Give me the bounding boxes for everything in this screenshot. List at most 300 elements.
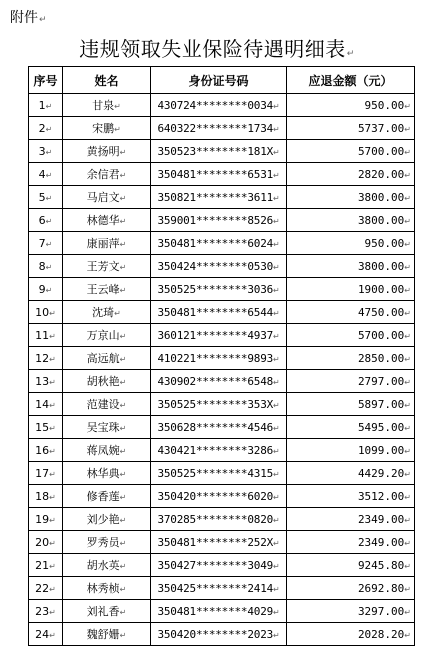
paragraph-mark: ↵	[119, 240, 127, 249]
cell-refund-amount-text: 2028.20	[357, 627, 405, 641]
cell-id-number	[151, 301, 287, 324]
cell-serial-text: 10	[35, 305, 50, 319]
paragraph-mark: ↵	[114, 125, 121, 134]
header-id-number: 身份证号码	[151, 67, 287, 94]
cell-id-number	[151, 140, 287, 163]
cell-serial	[29, 416, 63, 439]
paragraph-mark: ↵	[119, 263, 127, 272]
cell-id-number	[151, 393, 287, 416]
cell-serial	[29, 209, 63, 232]
cell-refund-amount	[287, 186, 415, 209]
paragraph-mark: ↵	[119, 171, 127, 180]
paragraph-mark: ↵	[404, 400, 411, 410]
cell-refund-amount	[287, 163, 415, 186]
cell-name	[63, 393, 151, 416]
paragraph-mark: ↵	[404, 469, 411, 479]
paragraph-mark: ↵	[273, 630, 280, 640]
paragraph-mark: ↵	[119, 424, 127, 433]
cell-serial-text: 17	[35, 466, 50, 480]
table-row	[29, 140, 415, 163]
cell-id-number	[151, 278, 287, 301]
paragraph-mark: ↵	[273, 147, 280, 157]
paragraph-mark: ↵	[404, 446, 411, 456]
cell-name	[63, 623, 151, 646]
cell-serial	[29, 232, 63, 255]
paragraph-mark: ↵	[119, 378, 127, 387]
cell-name-text: 魏舒姗	[86, 628, 120, 641]
cell-name-text: 沈琦	[92, 306, 115, 319]
cell-serial-text: 20	[35, 535, 50, 549]
cell-id-number-text: 350425********2414	[157, 581, 274, 595]
cell-id-number-text: 430421********3286	[157, 443, 274, 457]
cell-name	[63, 370, 151, 393]
cell-serial-text: 11	[35, 328, 50, 342]
cell-id-number-text: 350481********6531	[157, 167, 274, 181]
cell-id-number-text: 350821********3611	[157, 190, 274, 204]
cell-id-number-text: 350628********4546	[157, 420, 274, 434]
paragraph-mark: ↵	[273, 446, 280, 456]
cell-name-text: 高远航	[86, 352, 120, 365]
table-row	[29, 439, 415, 462]
cell-refund-amount	[287, 554, 415, 577]
paragraph-mark: ↵	[273, 400, 280, 410]
cell-id-number-text: 430724********0034	[157, 98, 274, 112]
paragraph-mark: ↵	[346, 49, 355, 59]
table-row	[29, 94, 415, 117]
header-refund-amount: 应退金额（元）	[287, 67, 415, 94]
paragraph-mark: ↵	[273, 377, 280, 387]
cell-refund-amount	[287, 531, 415, 554]
paragraph-mark: ↵	[119, 286, 127, 295]
cell-serial	[29, 347, 63, 370]
cell-name	[63, 531, 151, 554]
cell-serial-text: 5	[38, 190, 46, 204]
cell-serial-text: 1	[38, 98, 46, 112]
cell-refund-amount-text: 5700.00	[357, 144, 405, 158]
cell-id-number	[151, 209, 287, 232]
cell-id-number-text: 350481********4029	[157, 604, 274, 618]
table-row	[29, 508, 415, 531]
cell-refund-amount-text: 3297.00	[357, 604, 405, 618]
cell-name-text: 刘少艳	[86, 513, 120, 526]
cell-id-number	[151, 324, 287, 347]
cell-refund-amount-text: 3800.00	[357, 259, 405, 273]
table-row	[29, 416, 415, 439]
cell-name-text: 王云峰	[86, 283, 120, 296]
cell-serial	[29, 301, 63, 324]
cell-id-number	[151, 255, 287, 278]
cell-id-number-text: 360121********4937	[157, 328, 274, 342]
paragraph-mark: ↵	[404, 331, 411, 341]
cell-name-text: 范建设	[86, 398, 120, 411]
table-row	[29, 232, 415, 255]
cell-name-text: 康丽萍	[86, 237, 120, 250]
paragraph-mark: ↵	[404, 354, 411, 364]
table-row	[29, 462, 415, 485]
table-row	[29, 209, 415, 232]
paragraph-mark: ↵	[404, 124, 411, 134]
cell-id-number-text: 640322********1734	[157, 121, 274, 135]
paragraph-mark: ↵	[49, 607, 56, 617]
cell-id-number	[151, 347, 287, 370]
cell-serial-text: 9	[38, 282, 46, 296]
cell-id-number	[151, 554, 287, 577]
paragraph-mark: ↵	[404, 239, 411, 249]
cell-refund-amount-text: 9245.80	[357, 558, 405, 572]
cell-refund-amount	[287, 462, 415, 485]
table-row	[29, 347, 415, 370]
cell-id-number	[151, 94, 287, 117]
paragraph-mark: ↵	[273, 170, 280, 180]
paragraph-mark: ↵	[119, 608, 127, 617]
cell-refund-amount-text: 950.00	[364, 236, 405, 250]
paragraph-mark: ↵	[49, 331, 56, 341]
paragraph-mark: ↵	[273, 331, 280, 341]
paragraph-mark: ↵	[49, 538, 56, 548]
paragraph-mark: ↵	[273, 101, 280, 111]
cell-name-text: 余信君	[86, 168, 120, 181]
table-row	[29, 117, 415, 140]
cell-serial-text: 12	[35, 351, 50, 365]
table-row	[29, 324, 415, 347]
cell-refund-amount	[287, 370, 415, 393]
cell-name	[63, 186, 151, 209]
paragraph-mark: ↵	[273, 423, 280, 433]
paragraph-mark: ↵	[114, 309, 121, 318]
cell-name	[63, 94, 151, 117]
cell-refund-amount	[287, 600, 415, 623]
cell-serial-text: 23	[35, 604, 50, 618]
cell-name-text: 蒋凤婉	[86, 444, 120, 457]
header-name: 姓名	[63, 67, 151, 94]
cell-id-number	[151, 462, 287, 485]
cell-name-text: 甘泉	[92, 99, 115, 112]
cell-id-number-text: 350481********6544	[157, 305, 274, 319]
cell-serial-text: 3	[38, 144, 46, 158]
cell-refund-amount	[287, 485, 415, 508]
table-body	[29, 94, 415, 646]
paragraph-mark: ↵	[404, 285, 411, 295]
cell-serial	[29, 439, 63, 462]
cell-refund-amount	[287, 416, 415, 439]
paragraph-mark: ↵	[49, 515, 56, 525]
cell-id-number-text: 350481********6024	[157, 236, 274, 250]
cell-refund-amount-text: 5737.00	[357, 121, 405, 135]
cell-refund-amount	[287, 94, 415, 117]
paragraph-mark: ↵	[404, 630, 411, 640]
cell-serial-text: 14	[35, 397, 50, 411]
cell-refund-amount	[287, 140, 415, 163]
paragraph-mark: ↵	[119, 562, 127, 571]
document-title: 违规领取失业保险待遇明细表↵	[79, 37, 355, 61]
cell-name	[63, 554, 151, 577]
cell-name-text: 王芳文	[86, 260, 120, 273]
table-row	[29, 623, 415, 646]
paragraph-mark: ↵	[49, 492, 56, 502]
paragraph-mark: ↵	[49, 308, 56, 318]
paragraph-mark: ↵	[404, 607, 411, 617]
paragraph-mark: ↵	[404, 170, 411, 180]
paragraph-mark: ↵	[404, 216, 411, 226]
cell-id-number	[151, 117, 287, 140]
refund-table	[28, 66, 415, 646]
cell-id-number-text: 430902********6548	[157, 374, 274, 388]
cell-id-number	[151, 416, 287, 439]
table-row	[29, 554, 415, 577]
cell-refund-amount	[287, 347, 415, 370]
paragraph-mark: ↵	[119, 516, 127, 525]
cell-name-text: 林德华	[86, 214, 120, 227]
cell-id-number-text: 410221********9893	[157, 351, 274, 365]
cell-serial	[29, 393, 63, 416]
cell-id-number	[151, 163, 287, 186]
paragraph-mark: ↵	[273, 262, 280, 272]
cell-serial	[29, 94, 63, 117]
cell-serial	[29, 370, 63, 393]
cell-name-text: 吴宝珠	[86, 421, 120, 434]
paragraph-mark: ↵	[45, 262, 53, 272]
cell-id-number-text: 350481********252X	[157, 535, 274, 549]
paragraph-mark: ↵	[404, 492, 411, 502]
cell-name-text: 修香莲	[86, 490, 120, 503]
cell-id-number-text: 350420********6020	[157, 489, 274, 503]
cell-name	[63, 163, 151, 186]
paragraph-mark: ↵	[49, 400, 56, 410]
cell-id-number-text: 370285********0820	[157, 512, 274, 526]
cell-id-number-text: 350420********2023	[157, 627, 274, 641]
cell-refund-amount-text: 3800.00	[357, 213, 405, 227]
paragraph-mark: ↵	[119, 493, 127, 502]
cell-serial-text: 15	[35, 420, 50, 434]
cell-name	[63, 278, 151, 301]
paragraph-mark: ↵	[49, 354, 56, 364]
cell-serial	[29, 140, 63, 163]
cell-refund-amount-text: 3512.00	[357, 489, 405, 503]
cell-name	[63, 508, 151, 531]
paragraph-mark: ↵	[119, 332, 127, 341]
cell-refund-amount	[287, 324, 415, 347]
cell-serial-text: 2	[38, 121, 46, 135]
cell-refund-amount-text: 2349.00	[357, 512, 405, 526]
paragraph-mark: ↵	[119, 447, 127, 456]
paragraph-mark: ↵	[39, 15, 47, 25]
paragraph-mark: ↵	[119, 355, 127, 364]
table-row	[29, 370, 415, 393]
paragraph-mark: ↵	[404, 308, 411, 318]
cell-serial	[29, 485, 63, 508]
table-row	[29, 278, 415, 301]
paragraph-mark: ↵	[119, 585, 127, 594]
cell-id-number-text: 350424********0530	[157, 259, 274, 273]
cell-name	[63, 600, 151, 623]
paragraph-mark: ↵	[114, 102, 121, 111]
cell-name-text: 宋鹏	[92, 122, 115, 135]
paragraph-mark: ↵	[273, 492, 280, 502]
paragraph-mark: ↵	[119, 194, 127, 203]
paragraph-mark: ↵	[45, 193, 53, 203]
paragraph-mark: ↵	[404, 584, 411, 594]
cell-serial	[29, 600, 63, 623]
cell-name-text: 黄扬明	[86, 145, 120, 158]
paragraph-mark: ↵	[119, 217, 127, 226]
cell-id-number	[151, 232, 287, 255]
cell-refund-amount	[287, 278, 415, 301]
cell-name-text: 罗秀员	[86, 536, 120, 549]
cell-serial-text: 16	[35, 443, 50, 457]
cell-id-number	[151, 577, 287, 600]
paragraph-mark: ↵	[273, 607, 280, 617]
cell-id-number	[151, 439, 287, 462]
cell-name	[63, 209, 151, 232]
cell-name	[63, 232, 151, 255]
paragraph-mark: ↵	[404, 538, 411, 548]
paragraph-mark: ↵	[45, 285, 53, 295]
cell-name-text: 刘礼香	[86, 605, 120, 618]
paragraph-mark: ↵	[273, 193, 280, 203]
paragraph-mark: ↵	[119, 539, 127, 548]
cell-name	[63, 485, 151, 508]
cell-serial	[29, 508, 63, 531]
cell-id-number	[151, 186, 287, 209]
cell-serial	[29, 117, 63, 140]
cell-name	[63, 462, 151, 485]
cell-refund-amount-text: 1099.00	[357, 443, 405, 457]
cell-serial-text: 4	[38, 167, 46, 181]
paragraph-mark: ↵	[49, 446, 56, 456]
cell-name	[63, 324, 151, 347]
cell-id-number	[151, 600, 287, 623]
cell-refund-amount-text: 2349.00	[357, 535, 405, 549]
paragraph-mark: ↵	[273, 354, 280, 364]
paragraph-mark: ↵	[49, 584, 56, 594]
paragraph-mark: ↵	[49, 423, 56, 433]
table-row	[29, 186, 415, 209]
paragraph-mark: ↵	[119, 401, 127, 410]
paragraph-mark: ↵	[404, 377, 411, 387]
cell-serial-text: 18	[35, 489, 50, 503]
cell-name	[63, 140, 151, 163]
paragraph-mark: ↵	[404, 515, 411, 525]
paragraph-mark: ↵	[45, 147, 53, 157]
table-row	[29, 393, 415, 416]
cell-name-text: 胡水英	[86, 559, 120, 572]
cell-id-number-text: 350525********4315	[157, 466, 274, 480]
cell-name	[63, 301, 151, 324]
cell-name-text: 林华典	[86, 467, 120, 480]
cell-refund-amount	[287, 577, 415, 600]
paragraph-mark: ↵	[273, 515, 280, 525]
cell-refund-amount	[287, 439, 415, 462]
cell-refund-amount-text: 4750.00	[357, 305, 405, 319]
cell-serial	[29, 577, 63, 600]
cell-id-number	[151, 508, 287, 531]
paragraph-mark: ↵	[273, 584, 280, 594]
cell-name-text: 万京山	[86, 329, 120, 342]
paragraph-mark: ↵	[273, 239, 280, 249]
table-row	[29, 301, 415, 324]
cell-refund-amount	[287, 301, 415, 324]
cell-refund-amount-text: 1900.00	[357, 282, 405, 296]
paragraph-mark: ↵	[273, 469, 280, 479]
cell-name-text: 林秀桢	[86, 582, 120, 595]
paragraph-mark: ↵	[45, 239, 53, 249]
cell-serial	[29, 186, 63, 209]
cell-serial-text: 21	[35, 558, 50, 572]
paragraph-mark: ↵	[404, 262, 411, 272]
table-row	[29, 255, 415, 278]
cell-serial	[29, 324, 63, 347]
table-header-row	[29, 67, 415, 94]
cell-refund-amount	[287, 508, 415, 531]
cell-id-number-text: 350427********3049	[157, 558, 274, 572]
cell-serial-text: 13	[35, 374, 50, 388]
cell-refund-amount-text: 2797.00	[357, 374, 405, 388]
cell-id-number	[151, 531, 287, 554]
cell-name-text: 马启文	[86, 191, 120, 204]
cell-refund-amount	[287, 117, 415, 140]
paragraph-mark: ↵	[404, 193, 411, 203]
paragraph-mark: ↵	[273, 285, 280, 295]
paragraph-mark: ↵	[273, 216, 280, 226]
cell-serial	[29, 623, 63, 646]
table-row	[29, 531, 415, 554]
paragraph-mark: ↵	[273, 308, 280, 318]
cell-name	[63, 439, 151, 462]
cell-id-number	[151, 485, 287, 508]
paragraph-mark: ↵	[273, 124, 280, 134]
paragraph-mark: ↵	[45, 101, 53, 111]
cell-serial-text: 19	[35, 512, 50, 526]
cell-refund-amount-text: 2820.00	[357, 167, 405, 181]
cell-serial-text: 7	[38, 236, 46, 250]
paragraph-mark: ↵	[49, 630, 56, 640]
paragraph-mark: ↵	[45, 124, 53, 134]
cell-name	[63, 416, 151, 439]
cell-id-number-text: 359001********8526	[157, 213, 274, 227]
cell-refund-amount-text: 4429.20	[357, 466, 405, 480]
paragraph-mark: ↵	[49, 561, 56, 571]
cell-serial	[29, 462, 63, 485]
cell-name	[63, 117, 151, 140]
paragraph-mark: ↵	[404, 101, 411, 111]
paragraph-mark: ↵	[49, 469, 56, 479]
cell-refund-amount	[287, 209, 415, 232]
cell-id-number-text: 350523********181X	[157, 144, 274, 158]
paragraph-mark: ↵	[119, 470, 127, 479]
paragraph-mark: ↵	[49, 377, 56, 387]
table-row	[29, 577, 415, 600]
cell-serial	[29, 554, 63, 577]
cell-refund-amount-text: 5495.00	[357, 420, 405, 434]
attachment-label: 附件↵	[10, 10, 47, 26]
cell-refund-amount-text: 3800.00	[357, 190, 405, 204]
cell-refund-amount-text: 950.00	[364, 98, 405, 112]
cell-serial	[29, 255, 63, 278]
table-row	[29, 485, 415, 508]
paragraph-mark: ↵	[45, 216, 53, 226]
cell-serial-text: 24	[35, 627, 50, 641]
paragraph-mark: ↵	[404, 147, 411, 157]
cell-name-text: 胡秋艳	[86, 375, 120, 388]
header-serial: 序号	[29, 67, 63, 94]
cell-id-number-text: 350525********353X	[157, 397, 274, 411]
paragraph-mark: ↵	[119, 148, 127, 157]
paragraph-mark: ↵	[273, 561, 280, 571]
cell-serial	[29, 531, 63, 554]
cell-name	[63, 255, 151, 278]
cell-refund-amount-text: 2850.00	[357, 351, 405, 365]
cell-serial-text: 8	[38, 259, 46, 273]
